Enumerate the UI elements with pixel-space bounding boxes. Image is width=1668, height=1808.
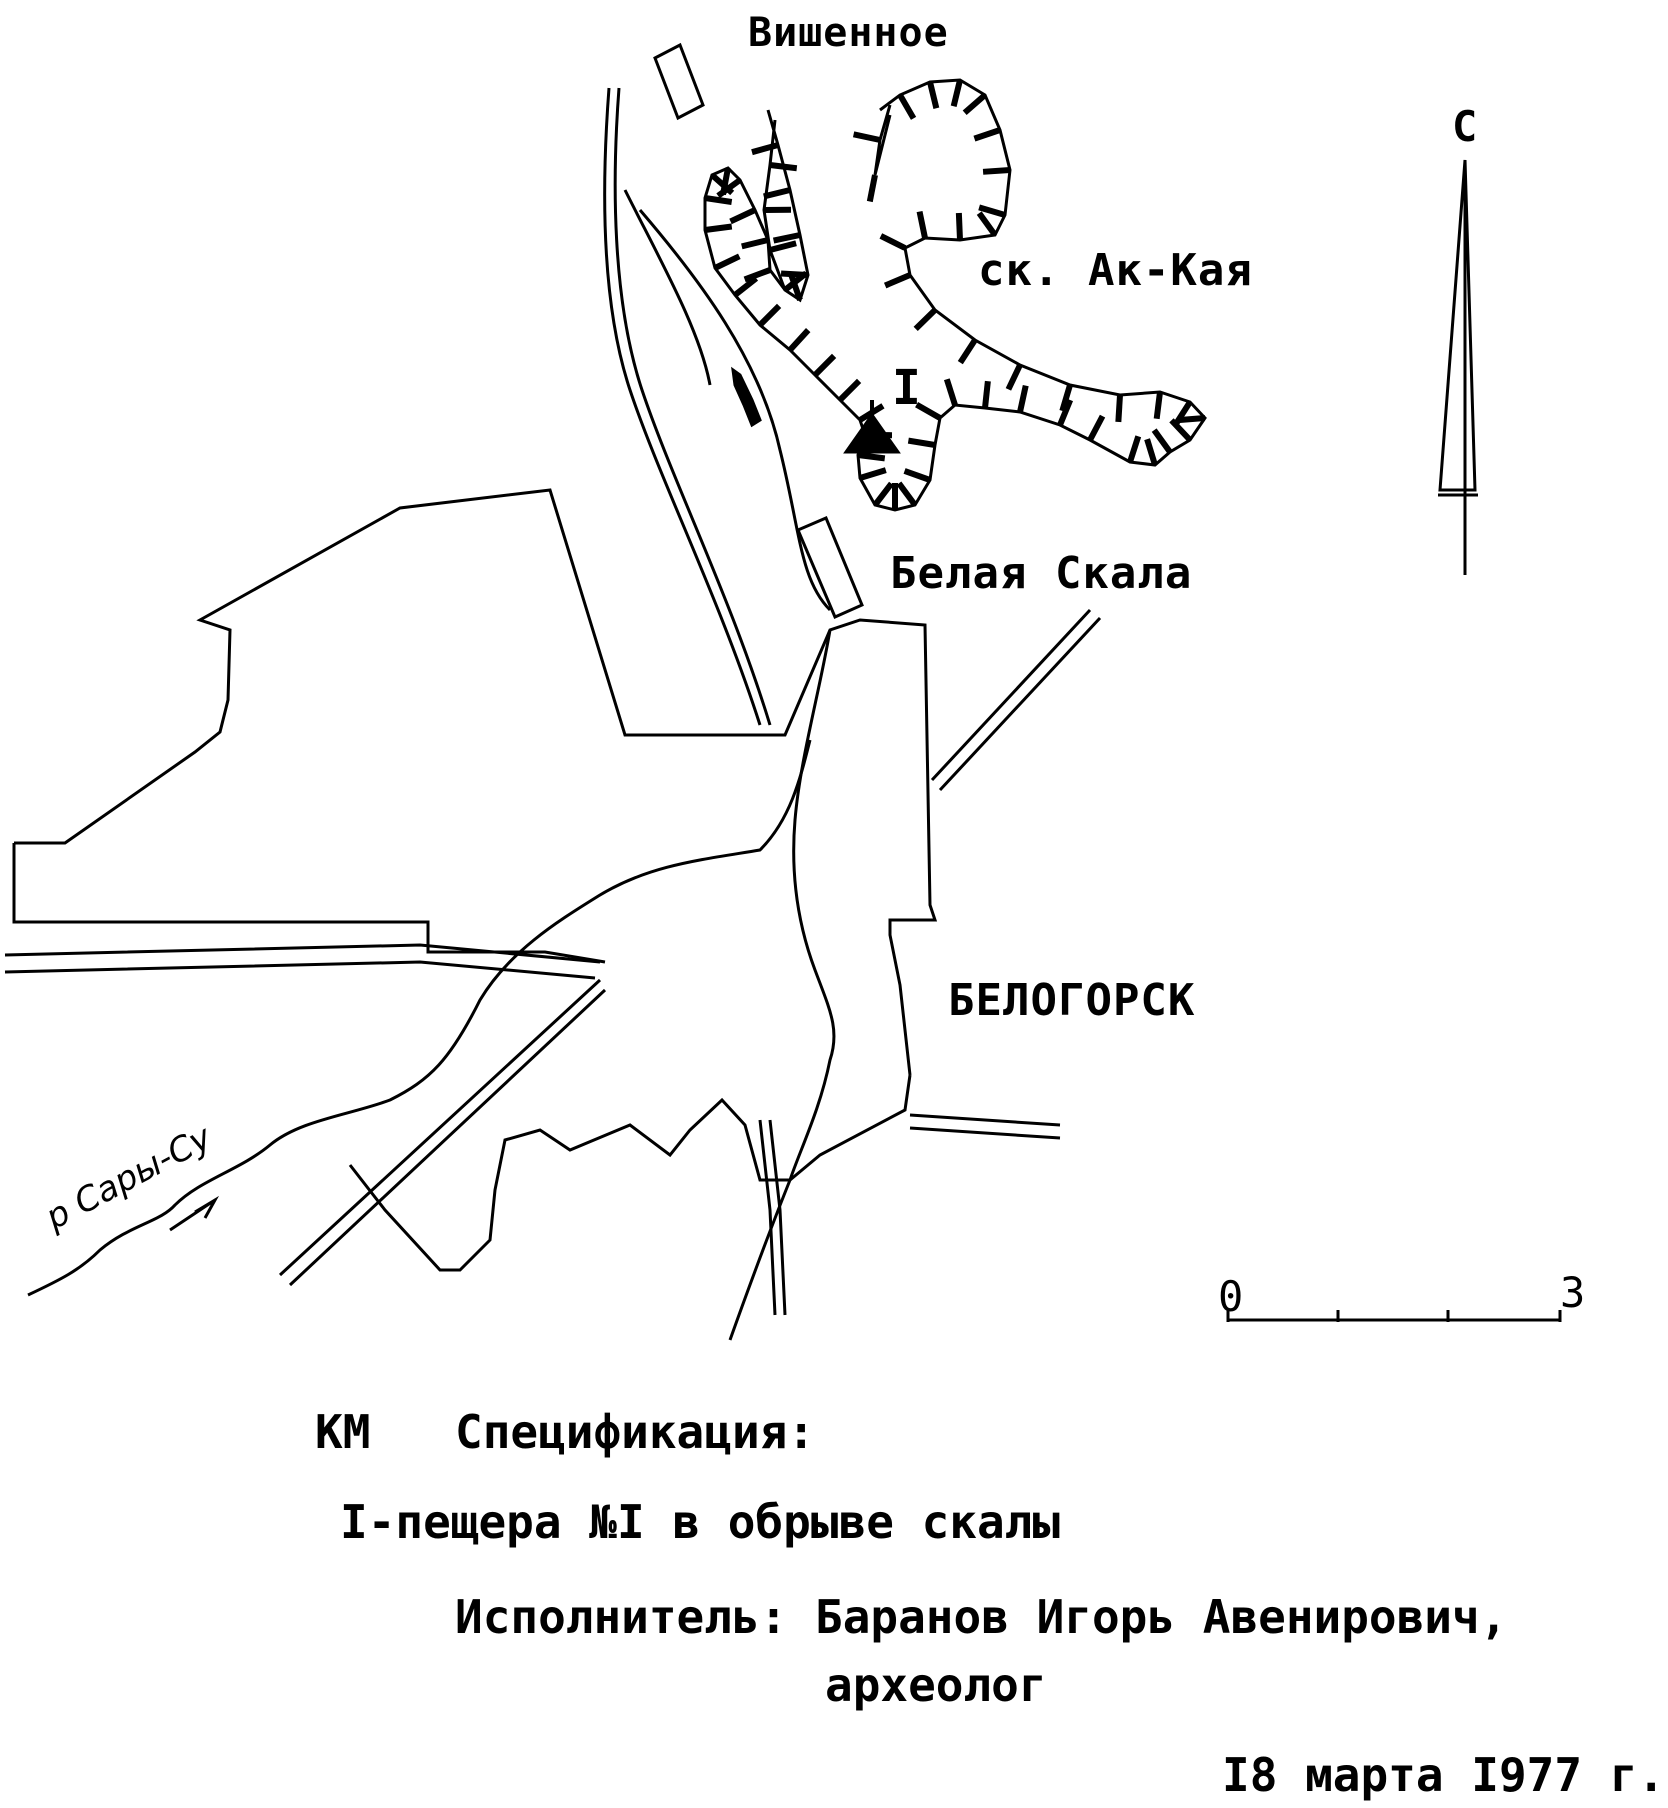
label-belogorsk: БЕЛОГОРСК <box>948 975 1196 1026</box>
north-arrow <box>1438 160 1478 575</box>
label-ak-kaya: ск. Ак-Кая <box>978 245 1253 296</box>
belogorsk-boundary <box>350 1075 910 1270</box>
author-line: Исполнитель: Баранов Игорь Авенирович, <box>455 1590 1508 1644</box>
road-south <box>760 1120 785 1315</box>
label-site-marker: I <box>892 360 922 416</box>
scale-unit: КМ <box>315 1405 371 1459</box>
label-north: С <box>1452 102 1479 151</box>
spec-item: I-пещера №I в обрыве скалы <box>340 1495 1061 1549</box>
road-southwest <box>280 980 605 1285</box>
river-sary-su <box>28 740 810 1295</box>
road-northeast <box>932 610 1100 790</box>
label-river: р Сары-Су <box>39 1117 219 1238</box>
scale-bar <box>1228 1310 1560 1322</box>
road-east <box>910 1115 1060 1138</box>
author-role: археолог <box>825 1658 1047 1712</box>
scale-end-label: 3 <box>1560 1268 1587 1317</box>
vishennoe-settlement <box>655 45 703 118</box>
document-date: I8 марта I977 г. <box>1222 1748 1666 1802</box>
spec-label: Спецификация: <box>455 1405 816 1459</box>
label-vishennoe: Вишенное <box>748 10 949 56</box>
footpath <box>625 190 830 610</box>
scale-start-label: 0 <box>1218 1272 1245 1321</box>
label-belaya-skala: Белая Скала <box>890 548 1193 599</box>
